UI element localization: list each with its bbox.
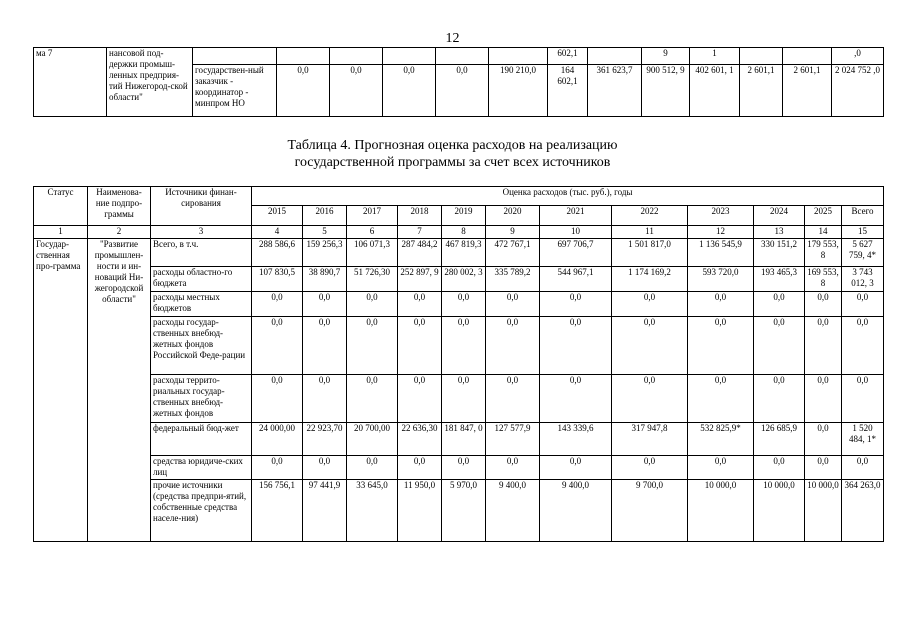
header-status: Статус [34, 187, 88, 226]
value-cell: 1 174 169,2 [612, 267, 688, 292]
funding-source: средства юридиче-ских лиц [151, 456, 252, 480]
value-cell: 0,0 [612, 456, 688, 480]
value-cell: 593 720,0 [688, 267, 754, 292]
value-cell: 22 923,70 [303, 423, 347, 456]
value-cell: 10 000,0 [754, 480, 805, 542]
value-cell: 179 553, 8 [805, 239, 842, 267]
page-number: 12 [445, 31, 460, 46]
header-year: 2025 [805, 206, 842, 226]
value-cell: 9 [642, 48, 690, 65]
value-cell: 0,0 [252, 456, 303, 480]
value-cell: 2 601,1 [740, 65, 783, 117]
value-cell: 190 210,0 [489, 65, 548, 117]
value-cell: 20 700,00 [347, 423, 398, 456]
value-cell: 544 967,1 [540, 267, 612, 292]
column-number: 2 [88, 226, 151, 239]
value-cell: 0,0 [540, 292, 612, 317]
value-cell: 0,0 [252, 317, 303, 375]
value-cell: 181 847, 0 [442, 423, 486, 456]
value-cell: 51 726,30 [347, 267, 398, 292]
value-cell: 22 636,30 [398, 423, 442, 456]
value-cell: 3 743 012, 3 [842, 267, 884, 292]
table-row [34, 267, 884, 292]
value-cell [436, 48, 489, 65]
table-row [34, 239, 884, 267]
header-year: 2022 [612, 206, 688, 226]
funding-source: прочие источники (средства предпри-ятий, собственные средства населе-ния) [151, 480, 252, 542]
header-year: Всего [842, 206, 884, 226]
value-cell: 0,0 [805, 375, 842, 423]
value-cell: 317 947,8 [612, 423, 688, 456]
value-cell: 364 263,0 [842, 480, 884, 542]
value-cell: 0,0 [842, 375, 884, 423]
value-cell [383, 48, 436, 65]
table-row [34, 292, 884, 317]
value-cell: 0,0 [842, 292, 884, 317]
value-cell: 0,0 [347, 456, 398, 480]
value-cell: 2 601,1 [783, 65, 832, 117]
status-cell: Государ-ственная про-грамма [34, 239, 88, 542]
value-cell: 193 465,3 [754, 267, 805, 292]
header-funding-sources: Источники финан-сирования [151, 187, 252, 226]
value-cell: 0,0 [442, 317, 486, 375]
value-cell: 0,0 [612, 375, 688, 423]
value-cell: 602,1 [548, 48, 588, 65]
value-cell: 106 071,3 [347, 239, 398, 267]
funding-source: Всего, в т.ч. [151, 239, 252, 267]
value-cell: 169 553, 8 [805, 267, 842, 292]
column-number: 5 [303, 226, 347, 239]
value-cell: 0,0 [347, 375, 398, 423]
value-cell: 280 002, 3 [442, 267, 486, 292]
value-cell: 0,0 [383, 65, 436, 117]
program-name: "Развитие промышлен-ности и ин-новаций Ни-жегородской области" [88, 239, 151, 542]
value-cell: 252 897, 9 [398, 267, 442, 292]
value-cell: 0,0 [842, 456, 884, 480]
value-cell [489, 48, 548, 65]
value-cell: 0,0 [486, 375, 540, 423]
funding-source: расходы государ-ственных внебюд-жетных фондов Российской Феде-рации [151, 317, 252, 375]
column-number: 4 [252, 226, 303, 239]
value-cell: 1 [690, 48, 740, 65]
column-number: 9 [486, 226, 540, 239]
value-cell: 127 577,9 [486, 423, 540, 456]
value-cell: 0,0 [303, 292, 347, 317]
value-cell: 1 501 817,0 [612, 239, 688, 267]
value-cell: 156 756,1 [252, 480, 303, 542]
header-year: 2016 [303, 206, 347, 226]
value-cell: 0,0 [252, 375, 303, 423]
value-cell: 0,0 [612, 292, 688, 317]
column-number: 8 [442, 226, 486, 239]
header-expense-estimate: Оценка расходов (тыс. руб.), годы [252, 187, 884, 206]
value-cell: 24 000,00 [252, 423, 303, 456]
value-cell: 126 685,9 [754, 423, 805, 456]
value-cell: 2 024 752 ,0 [832, 65, 884, 117]
value-cell: 0,0 [805, 456, 842, 480]
value-cell: 0,0 [688, 456, 754, 480]
value-cell: 0,0 [486, 456, 540, 480]
value-cell [588, 48, 642, 65]
funding-source: государствен-ный заказчик - координатор - минпром НО [193, 65, 277, 117]
column-number: 10 [540, 226, 612, 239]
value-cell: 0,0 [805, 292, 842, 317]
column-number: 6 [347, 226, 398, 239]
column-number: 12 [688, 226, 754, 239]
header-year: 2015 [252, 206, 303, 226]
expenses-table [33, 186, 884, 542]
column-number: 11 [612, 226, 688, 239]
source-cell-empty [193, 48, 277, 65]
value-cell: 0,0 [442, 375, 486, 423]
table-row [34, 480, 884, 542]
header-year: 2018 [398, 206, 442, 226]
value-cell: 0,0 [303, 375, 347, 423]
table-row [34, 423, 884, 456]
value-cell: 0,0 [398, 456, 442, 480]
value-cell: 0,0 [442, 292, 486, 317]
subprogram-name: нансовой под-держки промыш-ленных предприя-тий Нижегород-ской области" [107, 48, 193, 117]
value-cell: 0,0 [398, 292, 442, 317]
value-cell: 532 825,9* [688, 423, 754, 456]
value-cell: 0,0 [540, 375, 612, 423]
header-year: 2019 [442, 206, 486, 226]
value-cell: 159 256,3 [303, 239, 347, 267]
value-cell: 0,0 [398, 375, 442, 423]
value-cell: 330 151,2 [754, 239, 805, 267]
value-cell: 143 339,6 [540, 423, 612, 456]
table-row [34, 375, 884, 423]
table-row [34, 456, 884, 480]
table-title-line-1: Таблица 4. Прогнозная оценка расходов на реализацию [287, 138, 618, 153]
value-cell: 0,0 [754, 292, 805, 317]
value-cell: 164 602,1 [548, 65, 588, 117]
value-cell: ,0 [832, 48, 884, 65]
value-cell: 0,0 [347, 317, 398, 375]
value-cell: 0,0 [330, 65, 383, 117]
value-cell: 287 484,2 [398, 239, 442, 267]
value-cell: 33 645,0 [347, 480, 398, 542]
value-cell: 10 000,0 [805, 480, 842, 542]
column-number: 14 [805, 226, 842, 239]
value-cell: 97 441,9 [303, 480, 347, 542]
value-cell: 0,0 [842, 317, 884, 375]
value-cell: 0,0 [805, 317, 842, 375]
value-cell: 0,0 [347, 292, 398, 317]
value-cell: 5 970,0 [442, 480, 486, 542]
value-cell: 38 890,7 [303, 267, 347, 292]
value-cell: 0,0 [303, 317, 347, 375]
value-cell: 9 400,0 [486, 480, 540, 542]
value-cell: 0,0 [688, 292, 754, 317]
value-cell: 0,0 [442, 456, 486, 480]
value-cell: 335 789,2 [486, 267, 540, 292]
value-cell: 0,0 [754, 375, 805, 423]
table-title [0, 137, 905, 171]
value-cell: 697 706,7 [540, 239, 612, 267]
value-cell: 900 512, 9 [642, 65, 690, 117]
column-number: 3 [151, 226, 252, 239]
row-label: ма 7 [34, 48, 107, 117]
value-cell [783, 48, 832, 65]
column-number: 7 [398, 226, 442, 239]
value-cell: 0,0 [277, 65, 330, 117]
value-cell: 1 520 484, 1* [842, 423, 884, 456]
header-year: 2023 [688, 206, 754, 226]
value-cell: 0,0 [805, 423, 842, 456]
value-cell: 288 586,6 [252, 239, 303, 267]
value-cell: 0,0 [398, 317, 442, 375]
funding-source: расходы террито-риальных государ-ственных внебюд-жетных фондов [151, 375, 252, 423]
column-number: 13 [754, 226, 805, 239]
value-cell: 9 400,0 [540, 480, 612, 542]
header-subprogram-name: Наименова-ние подпро-граммы [88, 187, 151, 226]
value-cell: 0,0 [612, 317, 688, 375]
value-cell: 0,0 [754, 317, 805, 375]
table-row [34, 317, 884, 375]
value-cell: 0,0 [486, 317, 540, 375]
value-cell: 107 830,5 [252, 267, 303, 292]
header-year: 2024 [754, 206, 805, 226]
value-cell: 0,0 [540, 317, 612, 375]
funding-source: федеральный бюд-жет [151, 423, 252, 456]
value-cell: 0,0 [540, 456, 612, 480]
header-year: 2021 [540, 206, 612, 226]
header-year: 2020 [486, 206, 540, 226]
value-cell: 0,0 [688, 317, 754, 375]
value-cell: 0,0 [688, 375, 754, 423]
table-title-line-2: государственной программы за счет всех источников [294, 155, 611, 170]
value-cell: 11 950,0 [398, 480, 442, 542]
value-cell: 402 601, 1 [690, 65, 740, 117]
value-cell: 1 136 545,9 [688, 239, 754, 267]
value-cell: 0,0 [303, 456, 347, 480]
value-cell: 0,0 [436, 65, 489, 117]
funding-source: расходы областно-го бюджета [151, 267, 252, 292]
column-number: 15 [842, 226, 884, 239]
value-cell: 9 700,0 [612, 480, 688, 542]
value-cell [740, 48, 783, 65]
previous-table-fragment [33, 47, 884, 117]
column-number: 1 [34, 226, 88, 239]
funding-source: расходы местных бюджетов [151, 292, 252, 317]
value-cell: 0,0 [754, 456, 805, 480]
value-cell: 10 000,0 [688, 480, 754, 542]
value-cell: 361 623,7 [588, 65, 642, 117]
value-cell: 472 767,1 [486, 239, 540, 267]
value-cell: 0,0 [252, 292, 303, 317]
value-cell: 5 627 759, 4* [842, 239, 884, 267]
value-cell: 467 819,3 [442, 239, 486, 267]
value-cell: 0,0 [486, 292, 540, 317]
value-cell [277, 48, 330, 65]
value-cell [330, 48, 383, 65]
header-year: 2017 [347, 206, 398, 226]
